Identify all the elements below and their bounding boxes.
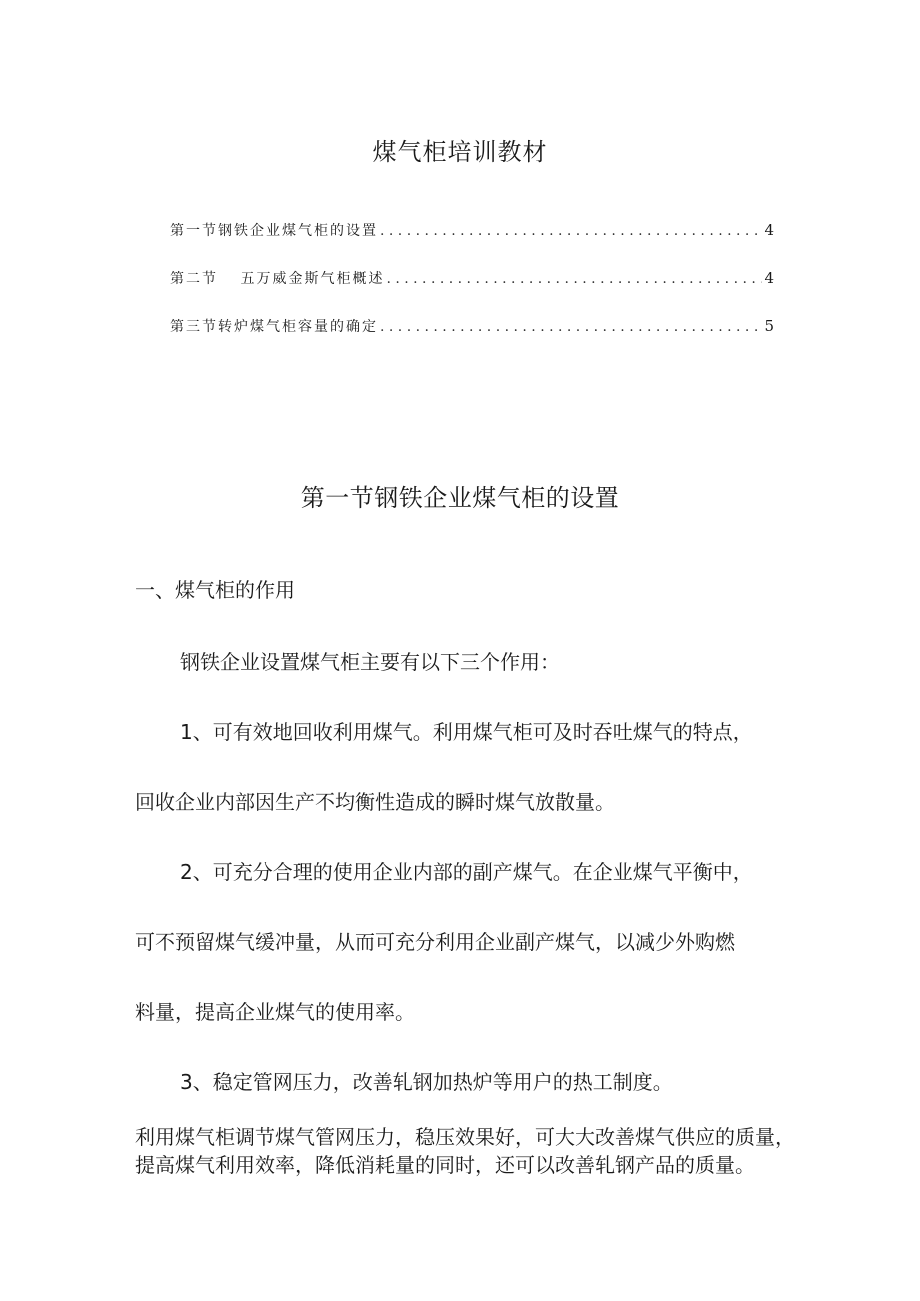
toc-dot-leader	[380, 319, 762, 335]
item-1-line-1: 1、可有效地回收利用煤气。利用煤气柜可及时吞吐煤气的特点，	[180, 720, 753, 744]
document-title: 煤气柜培训教材	[372, 138, 548, 166]
toc-entry-label: 第三节转炉煤气柜容量的确定	[170, 319, 378, 335]
item-2-line-2: 可不预留煤气缓冲量，从而可充分利用企业副产煤气，以减少外购燃	[135, 930, 735, 954]
toc-entry[interactable]	[170, 316, 774, 364]
item-1-line-2: 回收企业内部因生产不均衡性造成的瞬时煤气放散量。	[135, 790, 615, 814]
item-3-paragraph: 利用煤气柜调节煤气管网压力，稳压效果好，可大大改善煤气供应的质量，提高煤气利用效率，降低消耗量的同时，还可以改善轧钢产品的质量。	[135, 1125, 795, 1177]
item-3-line-1: 3、稳定管网压力，改善轧钢加热炉等用户的热工制度。	[180, 1070, 673, 1094]
intro-paragraph: 钢铁企业设置煤气柜主要有以下三个作用：	[180, 650, 560, 674]
toc-dot-leader	[380, 223, 762, 239]
section-heading: 第一节钢铁企业煤气柜的设置	[300, 484, 620, 512]
toc-page-number: 5	[764, 317, 774, 335]
item-2-line-1: 2、可充分合理的使用企业内部的副产煤气。在企业煤气平衡中，	[180, 860, 753, 884]
toc-page-number: 4	[764, 221, 774, 239]
item-2-line-3: 料量，提高企业煤气的使用率。	[135, 1000, 415, 1024]
toc-page-number: 4	[764, 269, 774, 287]
toc-entry-label: 第二节 五万威金斯气柜概述	[170, 271, 385, 287]
subsection-heading: 一、煤气柜的作用	[135, 578, 295, 602]
toc-dot-leader	[386, 271, 762, 287]
toc-entry-label: 第一节钢铁企业煤气柜的设置	[170, 223, 378, 239]
toc-entry[interactable]	[170, 220, 774, 268]
table-of-contents	[170, 220, 774, 364]
toc-entry[interactable]	[170, 268, 774, 316]
